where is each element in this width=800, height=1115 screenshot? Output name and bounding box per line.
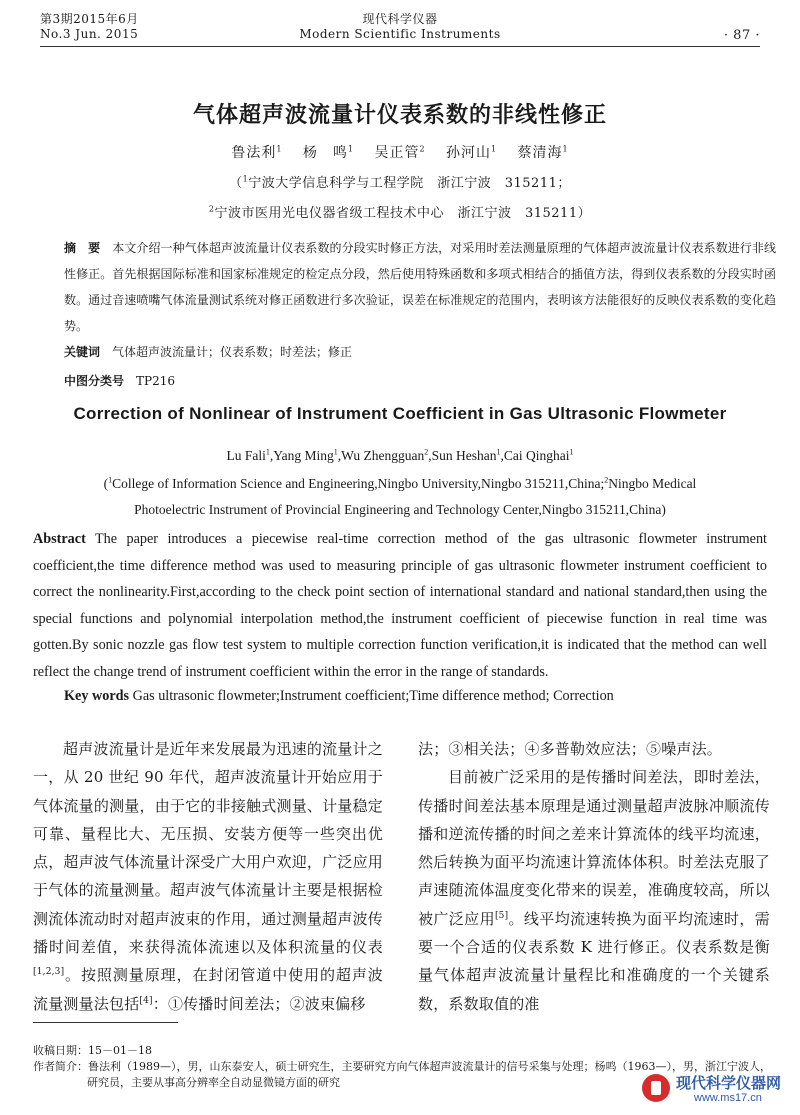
classification-code: TP216 [136,374,175,388]
citation: [4] [139,995,153,1006]
affiliation-en-2: Photoelectric Instrument of Provincial Engineering and Technology Center,Ningbo 315211,China) [134,502,666,517]
author-name: 鲁法利 [231,145,277,161]
affiliation-cn-2: $^2$宁波市医用光电仪器省级工程技术中心 浙江宁波 315211） [208,204,592,221]
keywords-cn-text: 气体超声波流量计；仪表系数；时差法；修正 [112,345,353,359]
abstract-cn-label: 摘 要 [64,241,101,255]
header-divider [40,46,760,47]
page-number: · 87 · [723,28,760,43]
author-name: 孙河山 [446,145,491,161]
journal-name [250,12,550,42]
keywords-cn [64,343,352,360]
footnote-author-info-cont: 研究员，主要从事高分辨率全自动显微镜方面的研究 [87,1076,340,1089]
paper-title-en: Correction of Nonlinear of Instrument Coefficient in Gas Ultrasonic Flowmeter [73,404,727,423]
author-name: 蔡清海 [517,145,563,161]
classification-label: 中图分类号 [64,374,125,388]
body-paragraph: 法；③相关法；④多普勒效应法；⑤噪声法。 [418,740,723,758]
abstract-en [33,526,767,686]
site-watermark [642,1072,792,1110]
body-paragraph: 目前被广泛采用的是传播时间差法，即时差法，传播时间差法基本原理是通过测量超声波脉冲顺流传播和逆流传播的时间之差来计算流体的线平均流速，然后转换为面平均流速计算流体体积。时差法克服了声速随流体温度变化带来的误差，准确度较高，所以被广泛应用[5]。线平均流速转换为面平均流速时，需要一个合适的仪表系数 K 进行修正。仪表系数是衡量气体超声波流量计量程比和准确度的一个关键系数，系数取值的准 [418,768,770,1013]
watermark-url: www.ms17.cn [694,1092,762,1104]
footnote-divider [33,1022,178,1023]
site-logo-icon [642,1074,670,1102]
journal-name-cn: 现代科学仪器 [362,12,438,26]
paper-title-cn: 气体超声波流量计仪表系数的非线性修正 [192,102,607,128]
footnote-received: 收稿日期：15－01－18 [33,1044,152,1057]
body-paragraph: 超声波流量计是近年来发展最为迅速的流量计之一，从 20 世纪 90 年代，超声波流量计开始应用于气体流量的测量，由于它的非接触式测量、计量稳定可靠、量程比大、无压损、安装方便等一些突出优点，超声波气体流量计深受广大用户欢迎，广泛应用于气体的流量测量。超声波气体流量计主要是根据检测流体流动时对超声波束的作用，通过测量超声波传播时间差值，来获得流体流速以及体积流量的仪表[1,2,3]。按照测量原理，在封闭管道中使用的超声波流量测量法包括[4]：①传播时间差法；②波束偏移 [33,740,383,1013]
authors-cn: 鲁法利$^1$ 杨 鸣$^1$ 吴正管$^2$ 孙河山$^1$ 蔡清海$^1$ [231,144,569,161]
issue-date-en: No.3 Jun. 2015 [40,27,139,41]
footnote-author-info: 作者简介：鲁法利（1989—），男，山东泰安人，硕士研究生，主要研究方向气体超声波流量计的信号采集与处理；杨鸣（1963—），男，浙江宁波人， [33,1060,771,1073]
keywords-en [64,688,614,705]
keywords-en-label: Key words [64,688,130,704]
citation: [5] [494,910,509,921]
citation: [1,2,3] [33,967,65,978]
journal-name-en: Modern Scientific Instruments [299,27,501,41]
body-column-left [33,735,383,1018]
author-name: 杨 鸣 [302,145,348,161]
body-column-right [418,735,770,1018]
keywords-en-text: Gas ultrasonic flowmeter;Instrument coefficient;Time difference method; Correction [132,688,614,704]
issue-date-cn: 第3期2015年6月 [40,12,139,26]
author-name: 吴正管 [374,145,420,161]
keywords-cn-label: 关键词 [64,345,101,359]
abstract-cn [64,235,776,339]
abstract-en-label: Abstract [33,531,86,547]
affiliation-en-1: ($^1$College of Information Science and Engineering,Ningbo University,Ningbo 315211,China;$^2$Ningbo Medical [103,475,697,491]
abstract-cn-text: 本文介绍一种气体超声波流量计仪表系数的分段实时修正方法，对采用时差法测量原理的气体超声波流量计仪表系数进行非线性修正。首先根据国际标准和国家标准规定的检定点分段，然后使用特殊函数和多项式相结合的插值方法，得到仪表系数的分段实时函数。通过音速喷嘴气体流量测试系统对修正函数进行多次验证，误差在标准规定的范围内，表明该方法能很好的反映仪表系数的变化趋势。 [64,241,776,333]
abstract-en-text: The paper introduces a piecewise real-time correction method of the gas ultrasonic flowmeter instrument coefficient,the time difference method was used to measuring principle of gas ultrasonic flowmeter instrument coefficient to correct the nonlinearity.First,according to the check point section of international standard and national standard,then using the special functions and polynomial interpolation method,the instrument coefficient of piecewise function in real time was gotten.By sonic nozzle gas flow test system to multiple correction function verification,it is indicated that the method can well reflect the change trend of instrument coefficient within the error in the range of standards. [33,531,767,680]
watermark-text: 现代科学仪器网 [676,1074,782,1092]
issue-info [40,12,139,42]
affiliation-cn-1: （$^1$宁波大学信息科学与工程学院 浙江宁波 315211； [229,174,571,191]
classification-cn [64,372,175,389]
authors-en: Lu Fali$^1$,Yang Ming$^1$,Wu Zhengguan$^2$,Sun Heshan$^1$,Cai Qinghai$^1$ [226,447,574,463]
